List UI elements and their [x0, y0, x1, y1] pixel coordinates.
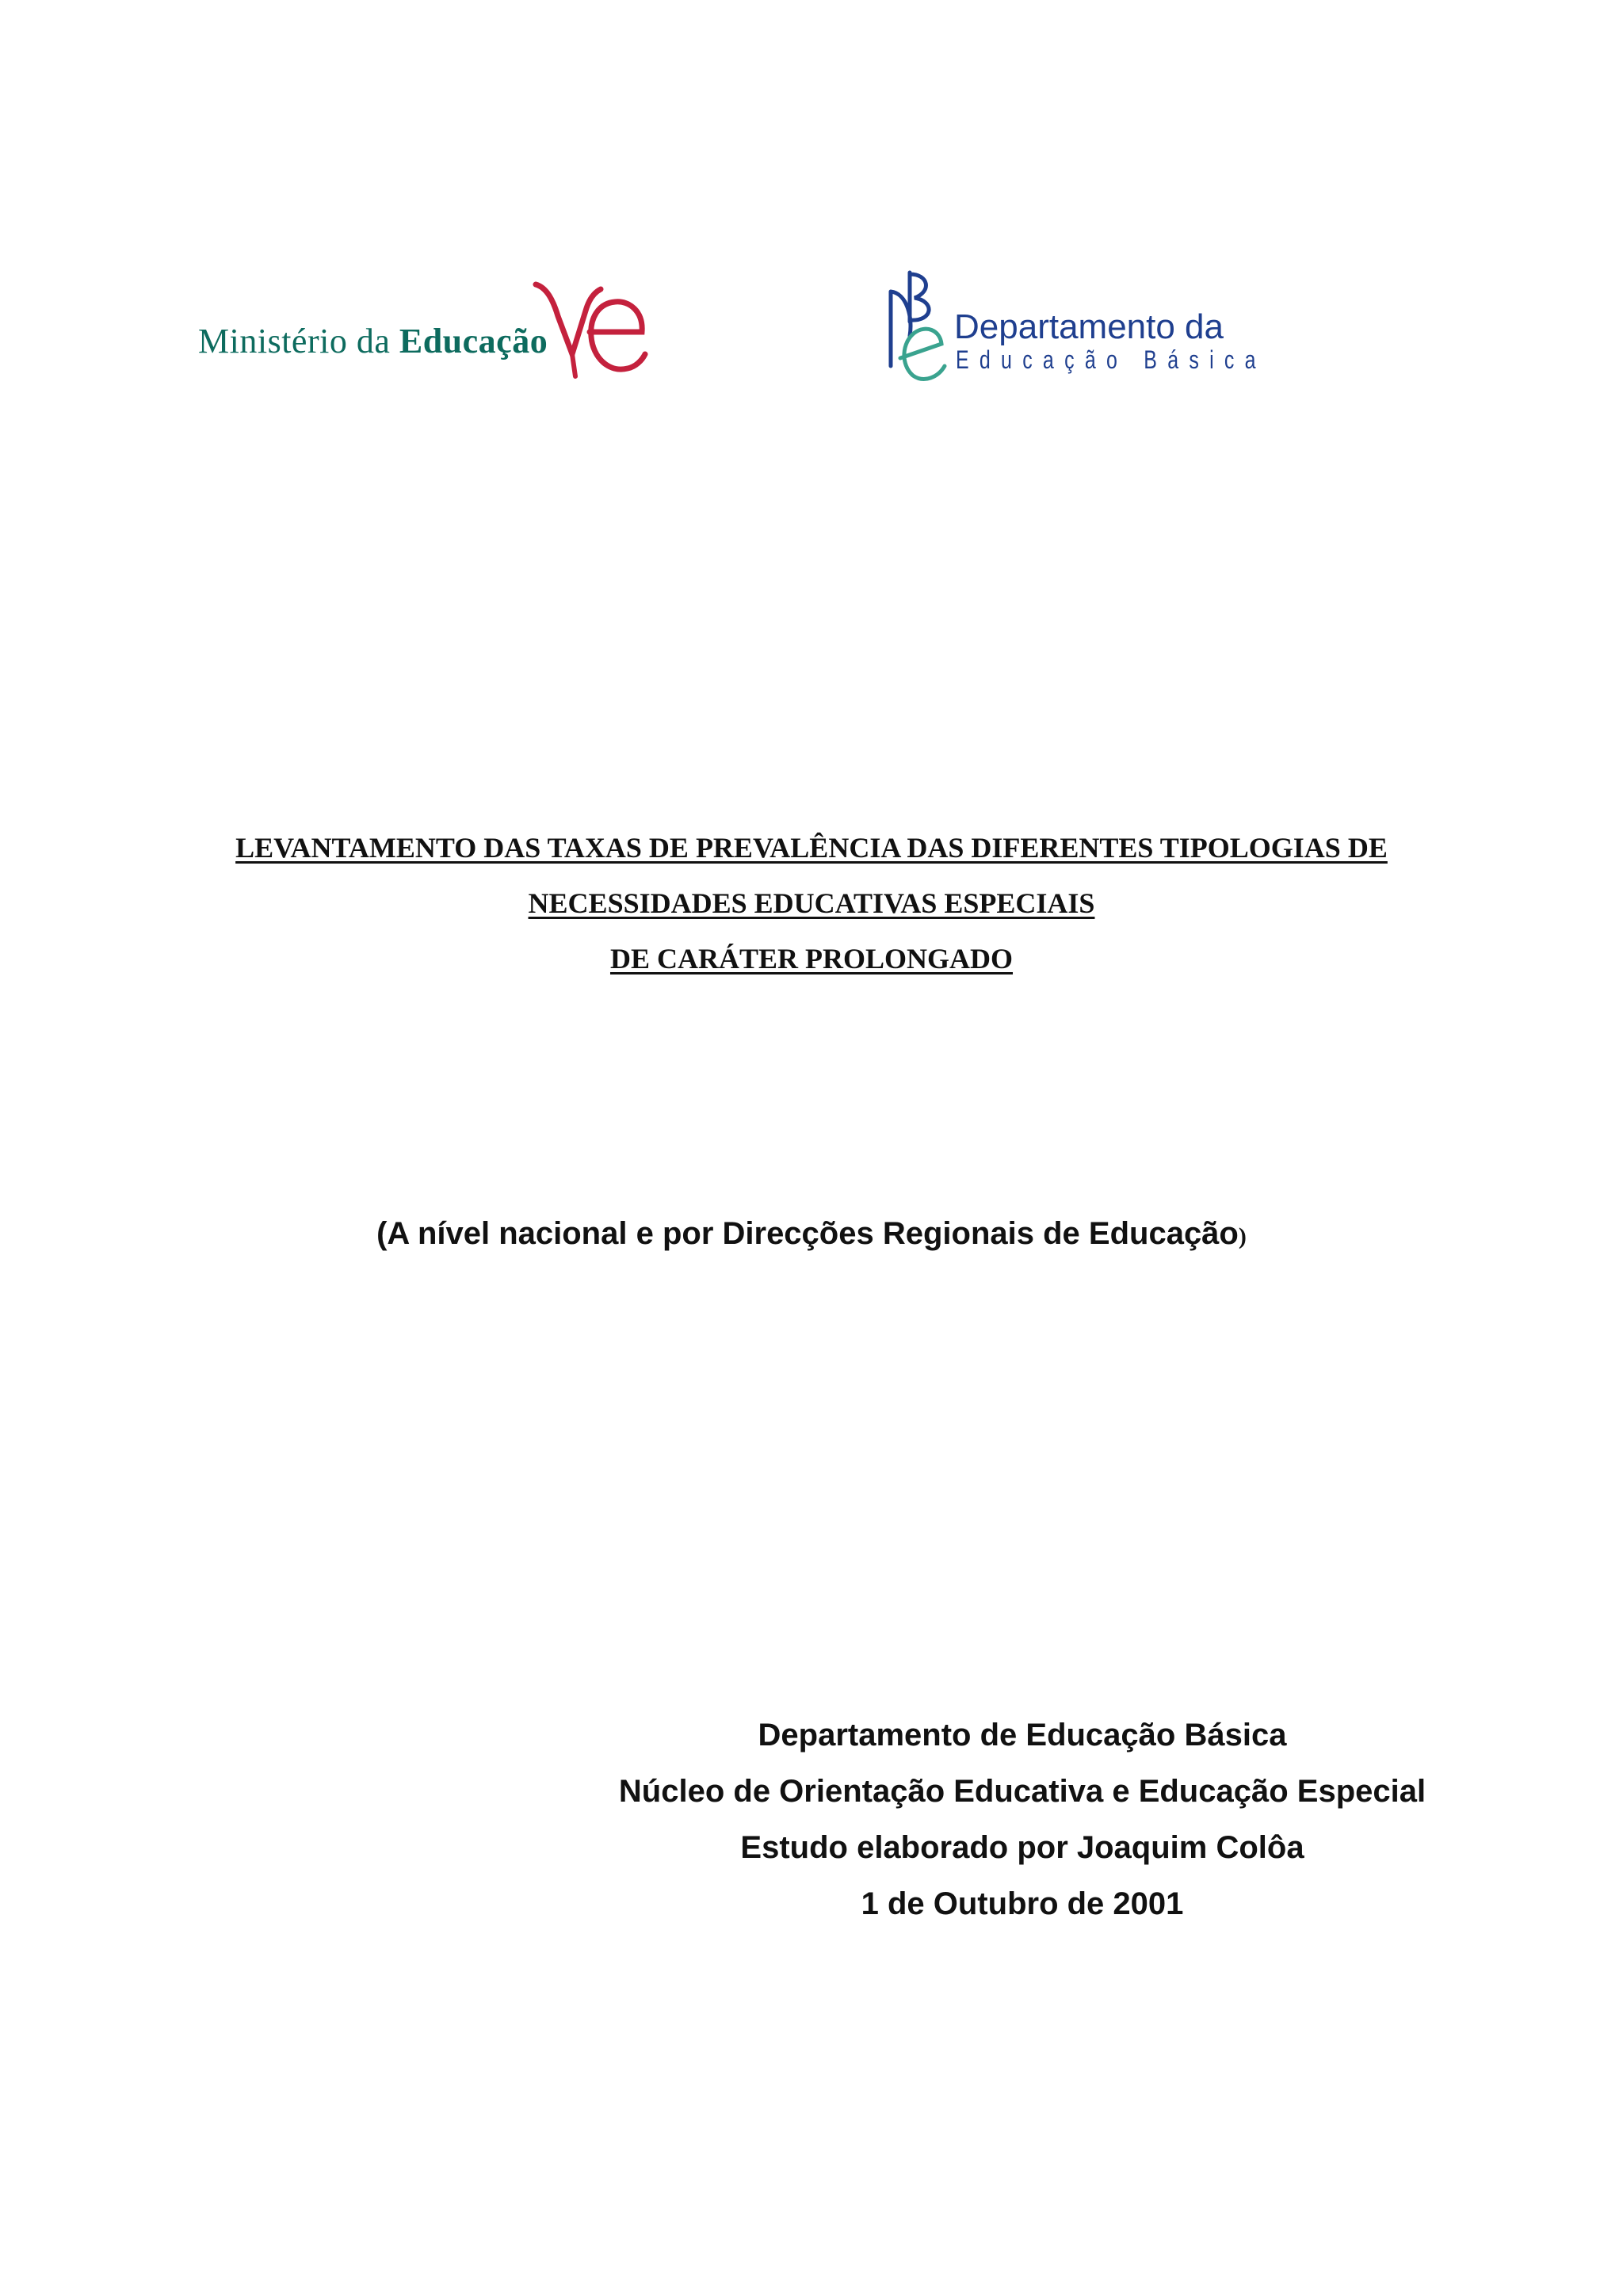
deb-logo-line1: Departamento da: [954, 307, 1224, 346]
deb-logo: [886, 269, 1266, 388]
title-line-1-text: LEVANTAMENTO DAS TAXAS DE PREVALÊNCIA DAS DIFERENTES TIPOLOGIAS DE: [235, 832, 1388, 864]
deb-monogram-icon: [886, 269, 949, 388]
title-line-2-text: NECESSIDADES EDUCATIVAS ESPECIAIS: [528, 887, 1095, 919]
subtitle-text: (A nível nacional e por Direcções Regionais de Educação: [376, 1216, 1239, 1251]
title-line-2: [0, 875, 1623, 931]
author-block: [602, 1707, 1442, 1932]
title-line-3: [0, 931, 1623, 986]
document-date: 1 de Outubro de 2001: [861, 1886, 1184, 1921]
document-title: [0, 820, 1623, 986]
ministerio-logo-wordmark: [198, 321, 548, 361]
subtitle-closing-paren: ): [1238, 1223, 1247, 1249]
title-line-1: [0, 820, 1623, 875]
author-nucleus: Núcleo de Orientação Educativa e Educação Especial: [618, 1774, 1426, 1809]
ministerio-logo-text-bold: Educação: [399, 322, 548, 360]
author-department: Departamento de Educação Básica: [758, 1718, 1287, 1753]
me-monogram-icon: [531, 281, 650, 384]
ministerio-educacao-logo: [198, 281, 658, 384]
document-subtitle: [0, 1216, 1623, 1252]
deb-logo-line2: Educação Básica: [956, 345, 1266, 374]
title-line-3-text: DE CARÁTER PROLONGADO: [609, 943, 1014, 974]
ministerio-logo-text-regular: Ministério da: [198, 322, 399, 360]
author-name: Estudo elaborado por Joaquim Colôa: [740, 1830, 1304, 1865]
